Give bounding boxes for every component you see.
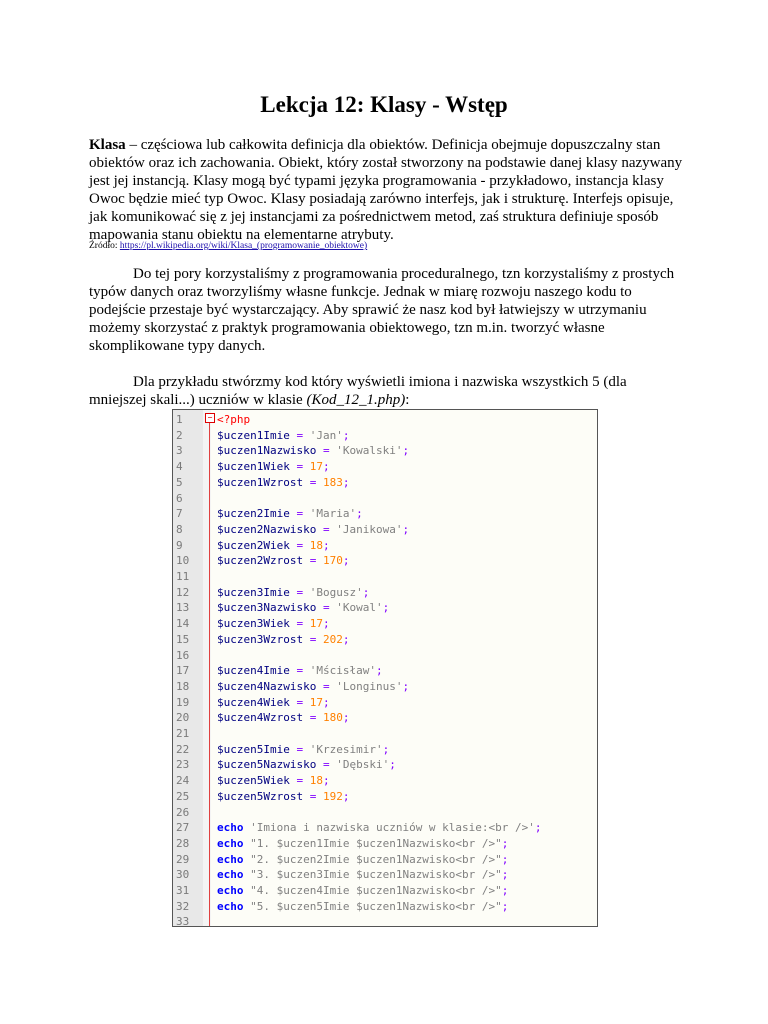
- paragraph-3: [89, 373, 685, 409]
- code-text: $uczen2Wiek = 18;: [217, 538, 330, 552]
- line-number: 17: [176, 664, 190, 678]
- line-number: 28: [176, 836, 190, 850]
- source-label: Źródło:: [89, 241, 120, 251]
- paragraph-3-end: :: [405, 392, 410, 408]
- code-line: [173, 883, 597, 899]
- fold-toggle-icon[interactable]: −: [205, 413, 215, 423]
- line-number: 15: [176, 632, 190, 646]
- code-line: [173, 569, 597, 585]
- code-line: [173, 475, 597, 491]
- line-number: 33: [176, 915, 190, 927]
- code-text: <?php: [217, 413, 251, 426]
- code-line: [173, 914, 597, 927]
- intro-paragraph: [89, 136, 685, 244]
- line-number: 32: [176, 899, 190, 913]
- line-number: 30: [176, 868, 190, 882]
- line-number: 23: [176, 758, 190, 772]
- code-line: [173, 522, 597, 538]
- code-line: [173, 710, 597, 726]
- line-number: 19: [176, 695, 190, 709]
- code-line: [173, 553, 597, 569]
- intro-text: – częściowa lub całkowita definicja dla obiektów. Definicja obejmuje dopuszczalny stan obiektów oraz ich zachowania. Obiekt, który został stworzony na podstawie danej klasy nazywany jest jej instancją. Klasy mogą być typami języka programowania - przykładowo, instancja klasy Owoc będzie mieć typ Owoc. Klasy posiadają zarówno interfejs, jak i strukturę. Interfejs opisuje, jak komunikować się z jej instancjami za pośrednictwem metod, zaś struktura definiuje sposób mapowania stanu obiektu na elementarne atrybuty.: [89, 137, 683, 243]
- code-text: $uczen5Nazwisko = 'Dębski';: [217, 758, 396, 772]
- code-text: $uczen5Wiek = 18;: [217, 774, 330, 788]
- source-line: [89, 240, 367, 252]
- code-line: [173, 506, 597, 522]
- code-line: [173, 757, 597, 773]
- code-text: $uczen4Wiek = 17;: [217, 695, 330, 709]
- source-link[interactable]: https://pl.wikipedia.org/wiki/Klasa_(programowanie_obiektowe): [119, 241, 368, 251]
- code-listing: [172, 409, 598, 927]
- code-line: [173, 805, 597, 821]
- line-number: 4: [176, 460, 183, 474]
- line-number: 3: [176, 444, 183, 458]
- code-line: [173, 663, 597, 679]
- line-number: 21: [176, 727, 190, 740]
- code-text: $uczen2Wzrost = 170;: [217, 554, 350, 568]
- code-line: [173, 820, 597, 836]
- code-text: echo "5. $uczen5Imie $uczen1Nazwisko<br />";: [217, 899, 509, 913]
- code-line: [173, 412, 597, 428]
- page-title: Lekcja 12: Klasy - Wstęp: [260, 92, 508, 117]
- code-text: echo 'Imiona i nazwiska uczniów w klasie:<br />';: [217, 821, 542, 835]
- line-number: 1: [176, 413, 183, 426]
- line-number: 18: [176, 679, 190, 693]
- code-line: [173, 742, 597, 758]
- paragraph-2: Do tej pory korzystaliśmy z programowania proceduralnego, tzn korzystaliśmy z prostych typów danych oraz tworzyliśmy własne funkcje. Jednak w miarę rozwoju naszego kodu to podejście przestaje być wystarczający. Aby sprawić że nasz kod był łatwiejszy w utrzymaniu możemy skorzystać z praktyk programowania obiektowego, tzn m.in. tworzyć własne skomplikowane typy danych.: [89, 266, 675, 354]
- line-number: 13: [176, 601, 190, 615]
- code-line: [173, 443, 597, 459]
- code-line: [173, 459, 597, 475]
- code-text: $uczen3Wiek = 17;: [217, 617, 330, 631]
- paragraph-3-text: Dla przykładu stwórzmy kod który wyświetli imiona i nazwiska wszystkich 5 (dla mniejszej skali...) uczniów w klasie: [89, 374, 627, 408]
- code-text: $uczen3Imie = 'Bogusz';: [217, 585, 370, 599]
- line-number: 5: [176, 475, 183, 489]
- line-number: 26: [176, 805, 190, 819]
- code-text: echo "2. $uczen2Imie $uczen1Nazwisko<br />";: [217, 852, 509, 866]
- line-number: 11: [176, 570, 190, 583]
- line-number: 10: [176, 554, 190, 568]
- code-text: $uczen5Wzrost = 192;: [217, 789, 350, 803]
- line-number: 20: [176, 711, 190, 725]
- code-line: [173, 491, 597, 507]
- code-line: [173, 428, 597, 444]
- line-number: 25: [176, 789, 190, 803]
- code-line: [173, 867, 597, 883]
- line-number: 22: [176, 742, 190, 756]
- code-text: echo "1. $uczen1Imie $uczen1Nazwisko<br />";: [217, 836, 509, 850]
- code-line: [173, 600, 597, 616]
- line-number: 27: [176, 821, 190, 835]
- code-line: [173, 616, 597, 632]
- code-line: [173, 836, 597, 852]
- line-number: 9: [176, 538, 183, 552]
- code-line: [173, 899, 597, 915]
- code-line: [173, 852, 597, 868]
- intro-term: Klasa: [89, 137, 126, 153]
- code-text: $uczen2Nazwisko = 'Janikowa';: [217, 522, 410, 536]
- code-file-name: (Kod_12_1.php): [306, 392, 406, 408]
- line-number: 6: [176, 491, 183, 505]
- line-number: 29: [176, 852, 190, 866]
- line-number: 16: [176, 648, 190, 662]
- code-text: $uczen1Imie = 'Jan';: [217, 428, 350, 442]
- code-line: [173, 538, 597, 554]
- code-text: $uczen3Wzrost = 202;: [217, 632, 350, 646]
- code-line: [173, 648, 597, 664]
- code-text: $uczen4Imie = 'Mścisław';: [217, 664, 383, 678]
- code-text: echo "4. $uczen4Imie $uczen1Nazwisko<br />";: [217, 884, 509, 897]
- code-text: $uczen3Nazwisko = 'Kowal';: [217, 601, 390, 615]
- code-text: $uczen2Imie = 'Maria';: [217, 507, 363, 521]
- code-line: [173, 773, 597, 789]
- code-text: $uczen1Wzrost = 183;: [217, 475, 350, 489]
- line-number: 7: [176, 507, 183, 521]
- code-line: [173, 726, 597, 742]
- line-number: 2: [176, 428, 183, 442]
- code-line: [173, 585, 597, 601]
- code-text: $uczen4Wzrost = 180;: [217, 711, 350, 725]
- line-number: 8: [176, 522, 183, 536]
- code-text: $uczen5Imie = 'Krzesimir';: [217, 742, 390, 756]
- code-line: [173, 695, 597, 711]
- line-number: 31: [176, 884, 190, 897]
- code-line: [173, 679, 597, 695]
- line-number: 24: [176, 774, 190, 788]
- code-text: $uczen4Nazwisko = 'Longinus';: [217, 679, 410, 693]
- line-number: 14: [176, 617, 190, 631]
- code-text: $uczen1Nazwisko = 'Kowalski';: [217, 444, 410, 458]
- code-line: [173, 632, 597, 648]
- code-text: echo "3. $uczen3Imie $uczen1Nazwisko<br />";: [217, 868, 509, 882]
- code-line: [173, 789, 597, 805]
- code-text: $uczen1Wiek = 17;: [217, 460, 330, 474]
- line-number: 12: [176, 585, 190, 599]
